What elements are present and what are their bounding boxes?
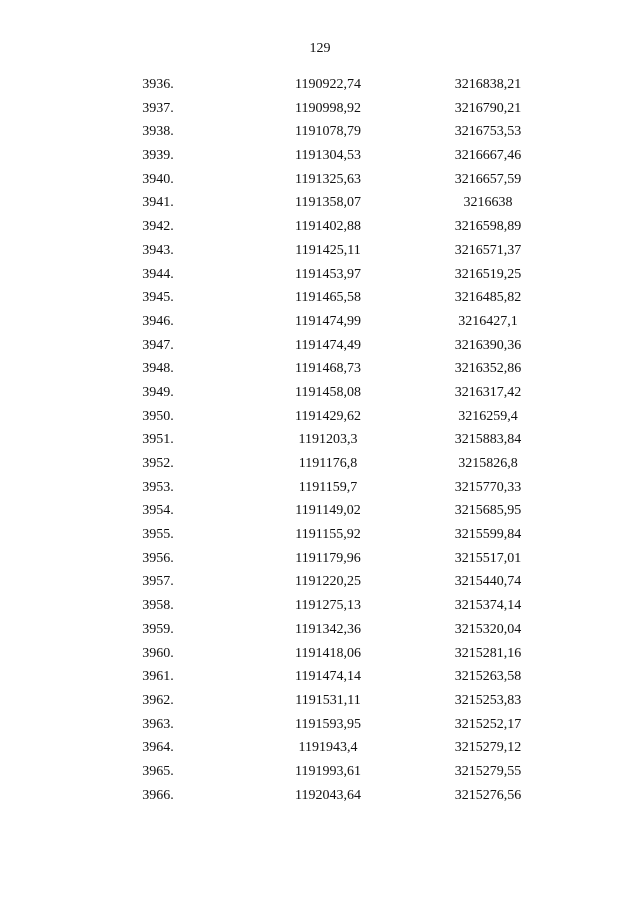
y-coordinate-cell: 3215826,8 [458, 456, 518, 471]
table-row [0, 645, 640, 669]
point-number-cell: 3953. [142, 479, 174, 495]
point-number-cell: 3938. [142, 124, 174, 140]
point-number-cell: 3940. [142, 171, 174, 187]
table-row [0, 502, 640, 526]
x-coordinate-cell: 1191474,14 [295, 669, 361, 685]
x-coordinate-cell: 1191179,96 [295, 550, 361, 566]
x-coordinate-cell: 1191458,08 [295, 384, 361, 400]
table-row [0, 408, 640, 432]
point-number-cell: 3948. [142, 361, 174, 377]
y-coordinate-cell: 3215263,58 [454, 669, 522, 685]
x-coordinate-cell: 1191304,53 [295, 148, 361, 164]
point-number-cell: 3961. [142, 669, 174, 685]
point-number-cell: 3963. [142, 716, 174, 732]
table-row [0, 266, 640, 290]
y-coordinate-cell: 3216838,21 [454, 77, 522, 92]
x-coordinate-cell: 1191325,63 [295, 171, 361, 187]
point-number-cell: 3962. [142, 692, 174, 708]
y-coordinate-cell: 3216753,53 [454, 124, 522, 140]
point-number-cell: 3958. [142, 598, 174, 614]
x-coordinate-cell: 1191418,06 [295, 645, 361, 661]
y-coordinate-cell: 3215685,95 [454, 503, 522, 519]
point-number-cell: 3946. [142, 313, 174, 329]
x-coordinate-cell: 1191425,11 [295, 242, 361, 258]
y-coordinate-cell: 3215599,84 [454, 527, 522, 543]
y-coordinate-cell: 3216427,1 [458, 313, 518, 329]
point-number-cell: 3966. [142, 787, 174, 803]
y-coordinate-cell: 3216317,42 [454, 384, 522, 400]
x-coordinate-cell: 1191358,07 [295, 195, 361, 211]
point-number-cell: 3945. [142, 290, 174, 306]
x-coordinate-cell: 1191149,02 [295, 503, 361, 519]
x-coordinate-cell: 1192043,64 [295, 787, 361, 803]
x-coordinate-cell: 1191078,79 [295, 124, 361, 140]
table-row [0, 147, 640, 171]
y-coordinate-cell: 3216638 [463, 195, 513, 211]
coordinate-table [0, 76, 640, 810]
x-coordinate-cell: 1191465,58 [295, 290, 361, 306]
table-row [0, 621, 640, 645]
x-coordinate-cell: 1191275,13 [295, 598, 361, 614]
table-row [0, 763, 640, 787]
y-coordinate-cell: 3215276,56 [454, 787, 522, 803]
y-coordinate-cell: 3215440,74 [454, 574, 522, 590]
table-row [0, 171, 640, 195]
table-row [0, 100, 640, 124]
table-row [0, 692, 640, 716]
y-coordinate-cell: 3216485,82 [454, 290, 522, 306]
table-row [0, 194, 640, 218]
table-row [0, 455, 640, 479]
table-row [0, 479, 640, 503]
x-coordinate-cell: 1191342,36 [295, 621, 361, 637]
table-row [0, 573, 640, 597]
x-coordinate-cell: 1190998,92 [295, 100, 361, 116]
y-coordinate-cell: 3216667,46 [454, 148, 522, 164]
y-coordinate-cell: 3216790,21 [454, 100, 522, 116]
point-number-cell: 3955. [142, 527, 174, 543]
y-coordinate-cell: 3215252,17 [454, 716, 522, 732]
y-coordinate-cell: 3215320,04 [454, 621, 522, 637]
point-number-cell: 3965. [142, 763, 174, 779]
point-number-cell: 3937. [142, 100, 174, 116]
point-number-cell: 3941. [142, 195, 174, 211]
table-row [0, 739, 640, 763]
x-coordinate-cell: 1190922,74 [295, 77, 361, 92]
point-number-cell: 3960. [142, 645, 174, 661]
table-row [0, 526, 640, 550]
table-row [0, 431, 640, 455]
point-number-cell: 3944. [142, 266, 174, 282]
x-coordinate-cell: 1191474,49 [295, 337, 361, 353]
x-coordinate-cell: 1191203,3 [298, 432, 358, 448]
x-coordinate-cell: 1191531,11 [295, 692, 361, 708]
x-coordinate-cell: 1191220,25 [295, 574, 361, 590]
x-coordinate-cell: 1191402,88 [295, 219, 361, 235]
point-number-cell: 3964. [142, 740, 174, 756]
table-row [0, 597, 640, 621]
point-number-cell: 3942. [142, 219, 174, 235]
table-row [0, 123, 640, 147]
point-number-cell: 3950. [142, 408, 174, 424]
y-coordinate-cell: 3216519,25 [454, 266, 522, 282]
y-coordinate-cell: 3215281,16 [454, 645, 522, 661]
x-coordinate-cell: 1191474,99 [295, 313, 361, 329]
x-coordinate-cell: 1191453,97 [295, 266, 361, 282]
point-number-cell: 3957. [142, 574, 174, 590]
y-coordinate-cell: 3216352,86 [454, 361, 522, 377]
point-number-cell: 3951. [142, 432, 174, 448]
page-number: 129 [309, 41, 331, 56]
point-number-cell: 3949. [142, 384, 174, 400]
point-number-cell: 3956. [142, 550, 174, 566]
table-row [0, 787, 640, 811]
table-row [0, 76, 640, 100]
y-coordinate-cell: 3215770,33 [454, 479, 522, 495]
table-row [0, 289, 640, 313]
point-number-cell: 3943. [142, 242, 174, 258]
point-number-cell: 3959. [142, 621, 174, 637]
x-coordinate-cell: 1191176,8 [298, 456, 358, 471]
table-row [0, 550, 640, 574]
y-coordinate-cell: 3215517,01 [454, 550, 522, 566]
y-coordinate-cell: 3215279,55 [454, 763, 522, 779]
point-number-cell: 3954. [142, 503, 174, 519]
point-number-cell: 3939. [142, 148, 174, 164]
table-row [0, 313, 640, 337]
x-coordinate-cell: 1191993,61 [295, 763, 361, 779]
x-coordinate-cell: 1191429,62 [295, 408, 361, 424]
y-coordinate-cell: 3215374,14 [454, 598, 522, 614]
x-coordinate-cell: 1191155,92 [295, 527, 361, 543]
x-coordinate-cell: 1191593,95 [295, 716, 361, 732]
x-coordinate-cell: 1191943,4 [298, 740, 358, 756]
table-row [0, 360, 640, 384]
table-row [0, 668, 640, 692]
table-row [0, 337, 640, 361]
y-coordinate-cell: 3216390,36 [454, 337, 522, 353]
table-row [0, 384, 640, 408]
y-coordinate-cell: 3215253,83 [454, 692, 522, 708]
y-coordinate-cell: 3216571,37 [454, 242, 522, 258]
table-row [0, 242, 640, 266]
y-coordinate-cell: 3215279,12 [454, 740, 522, 756]
x-coordinate-cell: 1191159,7 [298, 479, 358, 495]
point-number-cell: 3952. [142, 456, 174, 471]
table-row [0, 716, 640, 740]
point-number-cell: 3936. [142, 77, 174, 92]
x-coordinate-cell: 1191468,73 [295, 361, 361, 377]
y-coordinate-cell: 3216259,4 [458, 408, 518, 424]
table-row [0, 218, 640, 242]
y-coordinate-cell: 3215883,84 [454, 432, 522, 448]
y-coordinate-cell: 3216598,89 [454, 219, 522, 235]
y-coordinate-cell: 3216657,59 [454, 171, 522, 187]
point-number-cell: 3947. [142, 337, 174, 353]
